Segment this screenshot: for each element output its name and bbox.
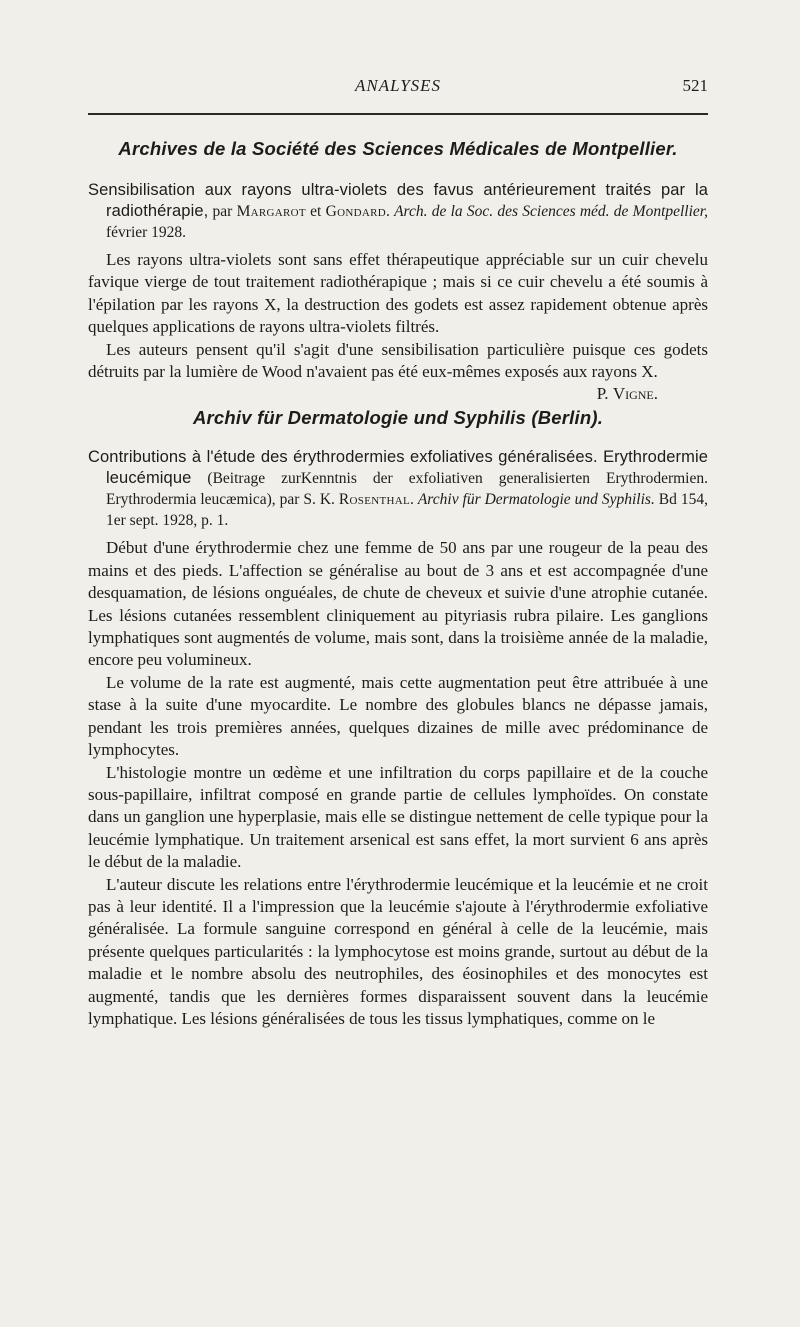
paragraph: L'histologie montre un œdème et une infiltration du corps papillaire et de la couche sous-papillaire, infiltrat composé en grande partie de cellules lymphoïdes. On constate dans un ganglion une hyperplasie, mais elle se distingue nettement de celle typique pour la leucémie lymphatique. Un traitement arsenical est sans effet, la mort survient 6 ans après le début de la maladie. [88, 762, 708, 872]
paragraph: Le volume de la rate est augmenté, mais cette augmentation peut être attribuée à une stase à la suite d'une myocardite. Le nombre des globules blancs ne dépasse jamais, pendant les trois premières années, quelques dizaines de mille avec prédominance de lymphocytes. [88, 672, 708, 760]
page-number: 521 [682, 76, 708, 95]
page-body [88, 138, 708, 1030]
and-word: et [305, 203, 326, 220]
german-title: (Beitrage zurKenntnis der exfoliativen generalisierten Erythrodermien. Erythrodermia leucæmica), par S. K. [106, 470, 708, 509]
running-title: ANALYSES [354, 76, 442, 95]
signature-name: Vigne [612, 384, 654, 404]
article-heading-favus [88, 180, 708, 243]
article-reference: Bd 154, 1er sept. 1928, p. 1. [106, 491, 708, 530]
header-rule [88, 113, 708, 115]
separator: . [409, 491, 418, 509]
running-head [88, 76, 708, 102]
paragraph-text: Les auteurs pensent qu'il s'agit d'une sensibilisation particulière puisque ces godets détruits par la lumière de Wood n'avaient pas été eux-mêmes exposés aux rayons X. [88, 339, 708, 382]
article-date: février 1928. [106, 224, 187, 241]
paragraph-with-signature [88, 339, 708, 404]
journal-heading-montpellier: Archives de la Société des Sciences Médicales de Montpellier. [118, 138, 678, 159]
article-source: Arch. de la Soc. des Sciences méd. de Montpellier, [394, 203, 708, 220]
paragraph: Début d'une érythrodermie chez une femme de 50 ans par une rougeur de la peau des mains et des pieds. L'affection se généralise au bout de 3 ans et est accompagnée d'une desquamation, de lésions onguéales, de chute de cheveux et suivie d'une atrophie cutanée. Les lésions cutanées ressemblent cliniquement au pityriasis rubra pilaire. Les ganglions lymphatiques sont augmentés de volume, mais sont, dans la troisième année de la maladie, encore peu volumineux. [88, 538, 708, 670]
separator: . [385, 203, 395, 220]
article-title: Contributions à l'étude des érythrodermies exfoliatives généralisées. Erythrodermie leucémique [88, 448, 708, 488]
article-heading-erythrodermie [88, 447, 708, 531]
signature-initial: P. [596, 384, 613, 404]
journal-heading-berlin: Archiv für Dermatologie und Syphilis (Berlin). [192, 407, 604, 429]
by-word: par [208, 203, 237, 220]
author-name: Margarot [236, 203, 306, 220]
signature-end: . [653, 384, 658, 404]
author-name: Gondard [325, 203, 386, 220]
article-source: Archiv für Dermatologie und Syphilis. [417, 491, 655, 509]
article-title: Sensibilisation aux rayons ultra-violets des favus antérieurement traités par la radiothérapie, [88, 181, 708, 220]
author-name: Rosenthal [338, 491, 410, 509]
paragraph: Les rayons ultra-violets sont sans effet thérapeutique appréciable sur un cuir chevelu favique vierge de tout traitement radiothérapique ; mais si ce cuir chevelu a été soumis à l'épilation par les rayons X, la destruction des godets est assez rapidement obtenue après quelques applications de rayons ultra-violets filtrés. [88, 250, 708, 337]
signature [579, 383, 708, 405]
paragraph: L'auteur discute les relations entre l'érythrodermie leucémique et la leucémie et ne croit pas à leur identité. Il a l'impression que la leucémie s'ajoute à l'érythrodermie exfoliative généralisée. La formule sanguine correspond en général à celle de la leucémie, mais présente quelques particularités : la lymphocytose est moins grande, surtout au début de la maladie et le nombre absolu des neutrophiles, des éosinophiles et des monocytes est augmenté, tandis que les dernières formes disparaissent souvent dans la leucémie lymphatique. Les lésions généralisées de tous les tissus lymphatiques, comme on le [88, 874, 708, 1028]
